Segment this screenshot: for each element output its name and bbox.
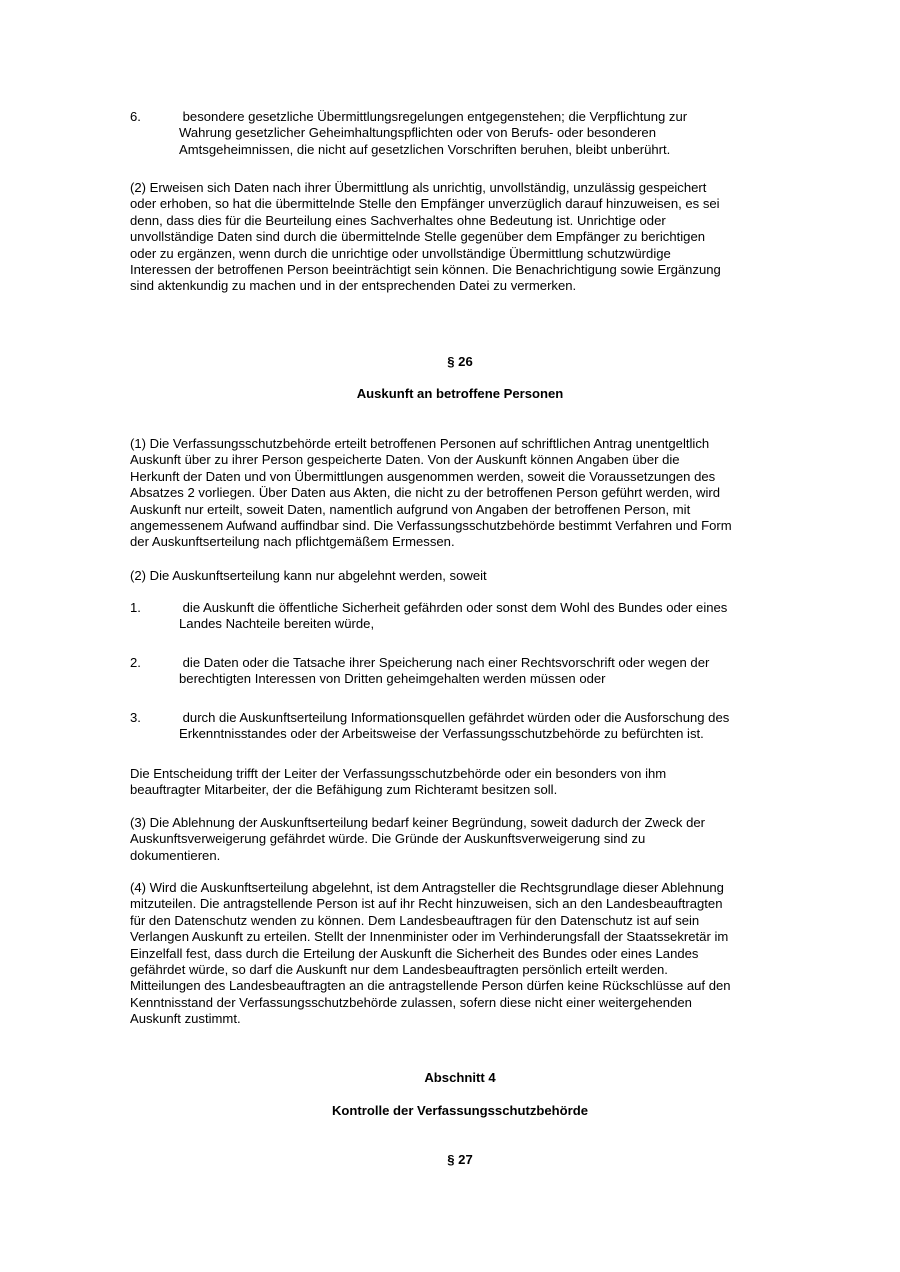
text-line: unvollständige Daten sind durch die übermittelnde Stelle gegenüber dem Empfänger zu berichtigen [130,229,706,245]
text-line: Herkunft der Daten und von Übermittlungen ausgenommen werden, soweit die Voraussetzungen des [130,468,716,484]
text-line: Auskunftsverweigerung gefährdet würde. Die Gründe der Auskunftsverweigerung sind zu [130,831,646,847]
text-line: Absatzes 2 vorliegen. Über Daten aus Akten, die nicht zu der betroffenen Person geführt werden, wird [130,485,721,501]
paragraph-26-4 [130,880,790,1028]
text-line: die Daten oder die Tatsache ihrer Speicherung nach einer Rechtsvorschrift oder wegen der [179,655,710,670]
text-line: besondere gesetzliche Übermittlungsregelungen entgegenstehen; die Verpflichtung zur [179,109,688,124]
paragraph-26-3 [130,815,790,864]
text-line: Mitteilungen des Landesbeauftragten an die antragstellende Person dürfen keine Rückschlüsse auf den [130,978,731,994]
text-line: durch die Auskunftserteilung Informationsquellen gefährdet würden oder die Ausforschung des [179,710,730,725]
list-item-text [179,710,790,743]
text-line: oder zu ergänzen, wenn durch die unrichtige oder unvollständige Übermittlung schutzwürdige [130,245,671,261]
list-item-number: 2. [130,655,141,670]
text-line: Landes Nachteile bereiten würde, [179,616,375,632]
chapter-label: Abschnitt 4 [424,1070,496,1085]
text-line: Auskunft zustimmt. [130,1011,241,1027]
section-number-26: § 26 [447,354,473,369]
text-line: Amtsgeheimnissen, die nicht auf gesetzlichen Vorschriften beruhen, bleibt unberührt. [179,141,671,157]
text-line: Einzelfall fest, dass durch die Erteilung der Auskunft die Sicherheit des Bundes oder eines Landes [130,945,699,961]
text-line: mitzuteilen. Die antragstellende Person ist auf ihr Recht hinzuweisen, sich an den Landesbeauftragten [130,896,723,912]
text-line: angemessenem Aufwand auffindbar sind. Die Verfassungsschutzbehörde bestimmt Verfahren und Form [130,518,732,534]
chapter-title: Kontrolle der Verfassungsschutzbehörde [331,1103,589,1118]
text-line: Die Entscheidung trifft der Leiter der Verfassungsschutzbehörde oder ein besonders von ihm [130,766,667,781]
section-number-27: § 27 [447,1152,473,1167]
text-line: berechtigten Interessen von Dritten geheimgehalten werden müssen oder [179,671,606,687]
text-line: (2) Erweisen sich Daten nach ihrer Übermittlung als unrichtig, unvollständig, unzulässig gespeichert [130,180,707,195]
text-line: (1) Die Verfassungsschutzbehörde erteilt betroffenen Personen auf schriftlichen Antrag unentgeltlich [130,436,710,451]
text-line: (2) Die Auskunftserteilung kann nur abgelehnt werden, soweit [130,568,487,583]
list-item-number: 1. [130,600,141,615]
list-item-text [179,109,790,158]
text-line: (4) Wird die Auskunftserteilung abgelehnt, ist dem Antragsteller die Rechtsgrundlage dieser Ablehnung [130,880,724,895]
paragraph-26-2-intro [130,568,790,584]
text-line: für den Datenschutz wenden zu können. Dem Landesbeauftragen für den Datenschutz ist auf sein [130,912,700,928]
paragraph-26-2-decision [130,766,790,799]
text-line: Kenntnisstand der Verfassungsschutzbehörde zulassen, sofern diese nicht einer weitergehenden [130,994,692,1010]
paragraph-25-2 [130,180,790,295]
list-item-number: 6. [130,109,141,124]
text-line: denn, dass dies für die Beurteilung eines Sachverhaltes ohne Bedeutung ist. Unrichtige oder [130,212,666,228]
text-line: die Auskunft die öffentliche Sicherheit gefährden oder sonst dem Wohl des Bundes oder eines [179,600,728,615]
text-line: der Auskunftserteilung nach pflichtgemäßem Ermessen. [130,534,455,550]
text-line: sind aktenkundig zu machen und in der entsprechenden Datei zu vermerken. [130,278,577,294]
text-line: Interessen der betroffenen Person beeinträchtigt sein können. Die Benachrichtigung sowie Ergänzung [130,262,721,278]
text-line: Verlangen Auskunft zu erteilen. Stellt der Innenminister oder im Verhinderungsfall der Staatssekretär im [130,929,729,945]
list-item-text [179,600,790,633]
section-title-26: Auskunft an betroffene Personen [356,386,564,401]
text-line: Erkenntnisstandes oder der Arbeitsweise der Verfassungsschutzbehörde zu befürchten ist. [179,726,704,742]
text-line: beauftragter Mitarbeiter, der die Befähigung zum Richteramt besitzen soll. [130,782,558,798]
text-line: Auskunft nur erteilt, soweit Daten, namentlich aufgrund von Angaben der betroffenen Person, mit [130,501,691,517]
list-item-number: 3. [130,710,141,725]
list-item-text [179,655,790,688]
text-line: gefährdet würde, so darf die Auskunft nur dem Landesbeauftragten persönlich erteilt werden. [130,962,668,978]
text-line: dokumentieren. [130,847,221,863]
text-line: Wahrung gesetzlicher Geheimhaltungspflichten oder von Berufs- oder besonderen [179,125,656,141]
text-line: Auskunft über zu ihrer Person gespeicherte Daten. Von der Auskunft können Angaben über die [130,452,680,468]
text-line: (3) Die Ablehnung der Auskunftserteilung bedarf keiner Begründung, soweit dadurch der Zweck der [130,815,706,830]
text-line: oder erhoben, so hat die übermittelnde Stelle den Empfänger unverzüglich darauf hinzuweisen, es sei [130,196,720,212]
paragraph-26-1 [130,436,790,551]
